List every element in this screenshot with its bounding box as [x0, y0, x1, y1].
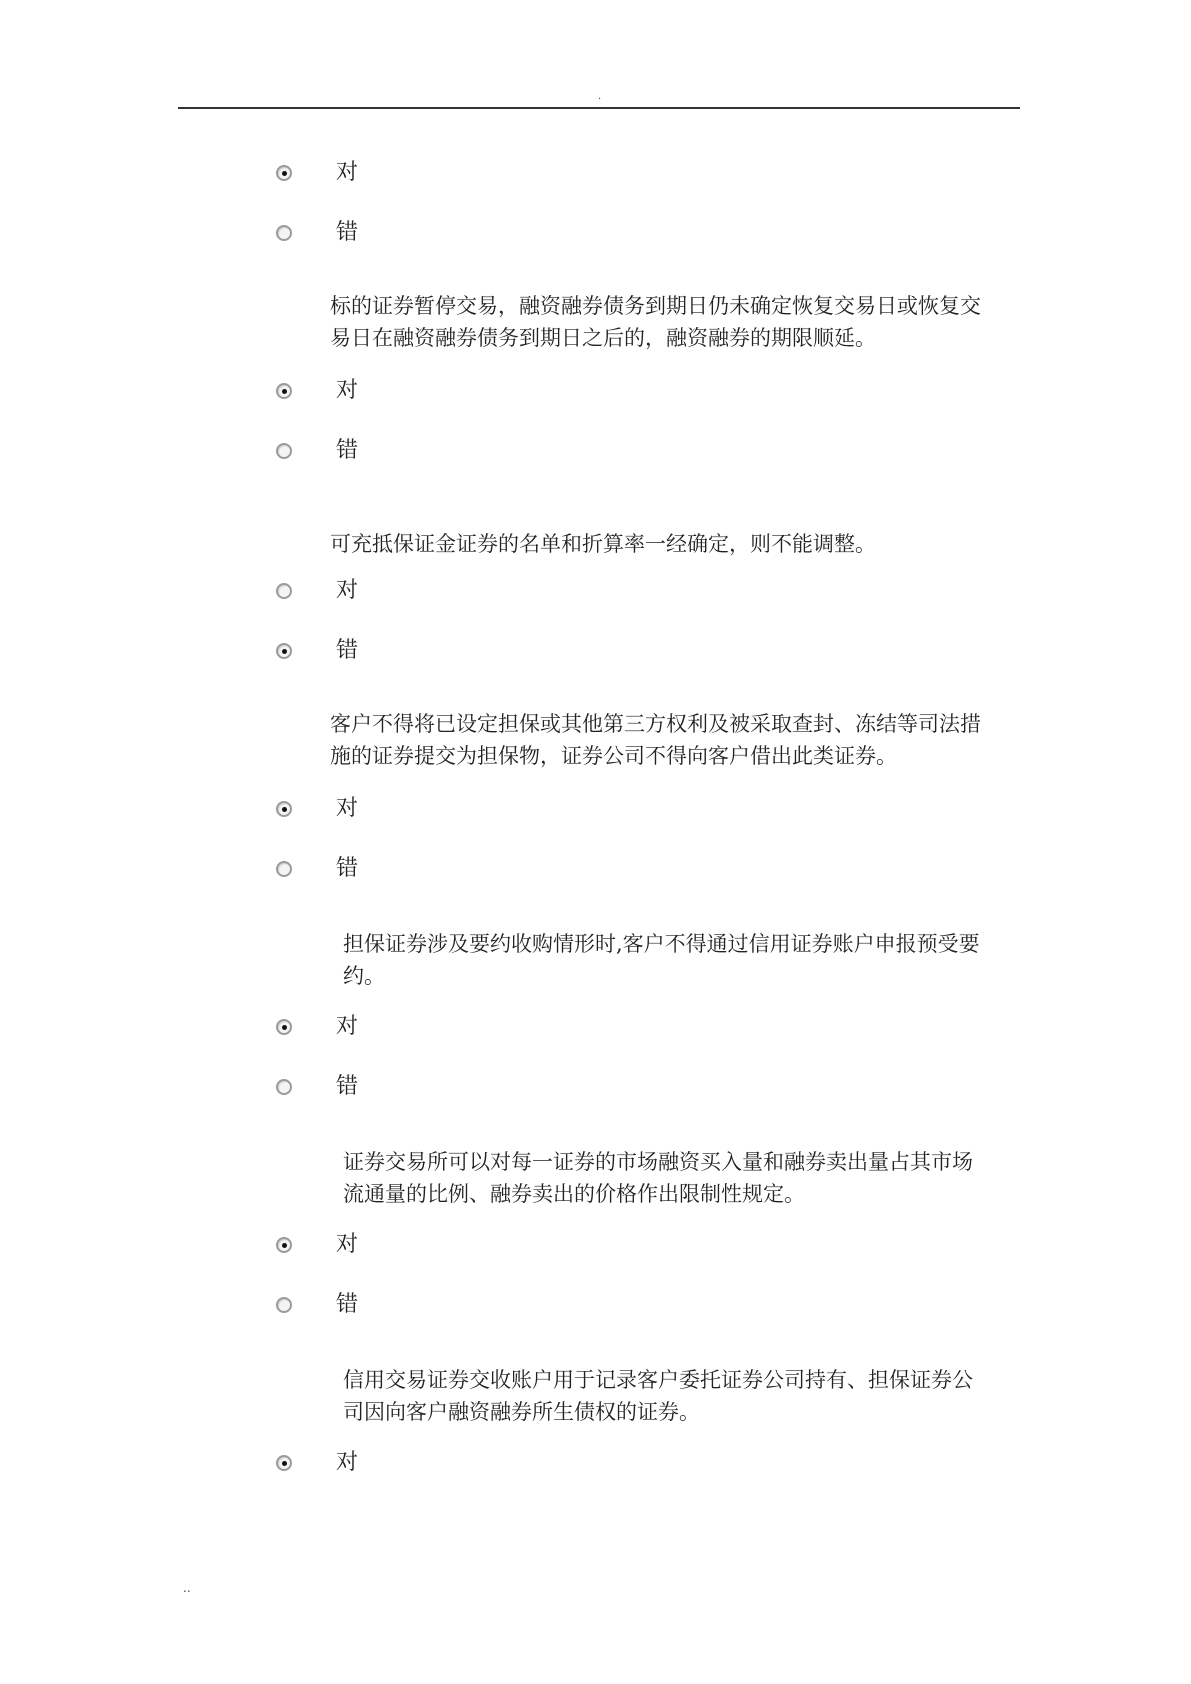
question-text: 客户不得将已设定担保或其他第三方权利及被采取查封、冻结等司法措施的证券提交为担保物，证券公司不得向客户借出此类证券。 — [330, 712, 981, 768]
option-label: 错 — [336, 220, 359, 245]
option-q2-false[interactable] — [276, 436, 358, 466]
option-q5-false[interactable] — [276, 1072, 358, 1102]
question-text: 信用交易证券交收账户用于记录客户委托证券公司持有、担保证券公司因向客户融资融券所生债权的证券。 — [343, 1368, 973, 1424]
option-q1-false[interactable] — [276, 218, 358, 248]
option-label: 对 — [336, 578, 359, 603]
radio-unchecked-icon[interactable] — [276, 1297, 292, 1313]
option-label: 错 — [336, 856, 359, 881]
question-text: 标的证券暂停交易，融资融券债务到期日仍未确定恢复交易日或恢复交易日在融资融券债务到期日之后的，融资融券的期限顺延。 — [330, 294, 981, 350]
option-label: 错 — [336, 1074, 359, 1099]
radio-checked-icon[interactable] — [276, 1019, 292, 1035]
option-label: 错 — [336, 638, 359, 663]
radio-unchecked-icon[interactable] — [276, 861, 292, 877]
option-q1-true[interactable] — [276, 158, 358, 188]
option-q3-false[interactable] — [276, 636, 358, 666]
option-label: 对 — [336, 1014, 359, 1039]
option-q4-true[interactable] — [276, 794, 358, 824]
option-label: 对 — [336, 1450, 359, 1475]
question-text: 担保证券涉及要约收购情形时,客户不得通过信用证券账户申报预受要约。 — [343, 932, 980, 988]
header-mark: . — [598, 91, 602, 102]
radio-checked-icon[interactable] — [276, 165, 292, 181]
option-label: 错 — [336, 438, 359, 463]
radio-checked-icon[interactable] — [276, 1455, 292, 1471]
option-q4-false[interactable] — [276, 854, 358, 884]
footer-mark: .. — [183, 1581, 191, 1595]
option-label: 错 — [336, 1292, 359, 1317]
radio-checked-icon[interactable] — [276, 383, 292, 399]
option-q2-true[interactable] — [276, 376, 358, 406]
option-label: 对 — [336, 1232, 359, 1257]
radio-checked-icon[interactable] — [276, 1237, 292, 1253]
radio-unchecked-icon[interactable] — [276, 583, 292, 599]
question-text: 证券交易所可以对每一证券的市场融资买入量和融券卖出量占其市场流通量的比例、融券卖出的价格作出限制性规定。 — [343, 1150, 973, 1206]
option-q3-true[interactable] — [276, 576, 358, 606]
option-q7-true[interactable] — [276, 1448, 358, 1478]
option-label: 对 — [336, 160, 359, 185]
option-q6-true[interactable] — [276, 1230, 358, 1260]
option-label: 对 — [336, 378, 359, 403]
radio-checked-icon[interactable] — [276, 801, 292, 817]
radio-unchecked-icon[interactable] — [276, 225, 292, 241]
question-text: 可充抵保证金证券的名单和折算率一经确定，则不能调整。 — [330, 532, 876, 556]
radio-checked-icon[interactable] — [276, 643, 292, 659]
radio-unchecked-icon[interactable] — [276, 1079, 292, 1095]
option-q6-false[interactable] — [276, 1290, 358, 1320]
header-divider — [178, 107, 1020, 109]
radio-unchecked-icon[interactable] — [276, 443, 292, 459]
option-label: 对 — [336, 796, 359, 821]
option-q5-true[interactable] — [276, 1012, 358, 1042]
